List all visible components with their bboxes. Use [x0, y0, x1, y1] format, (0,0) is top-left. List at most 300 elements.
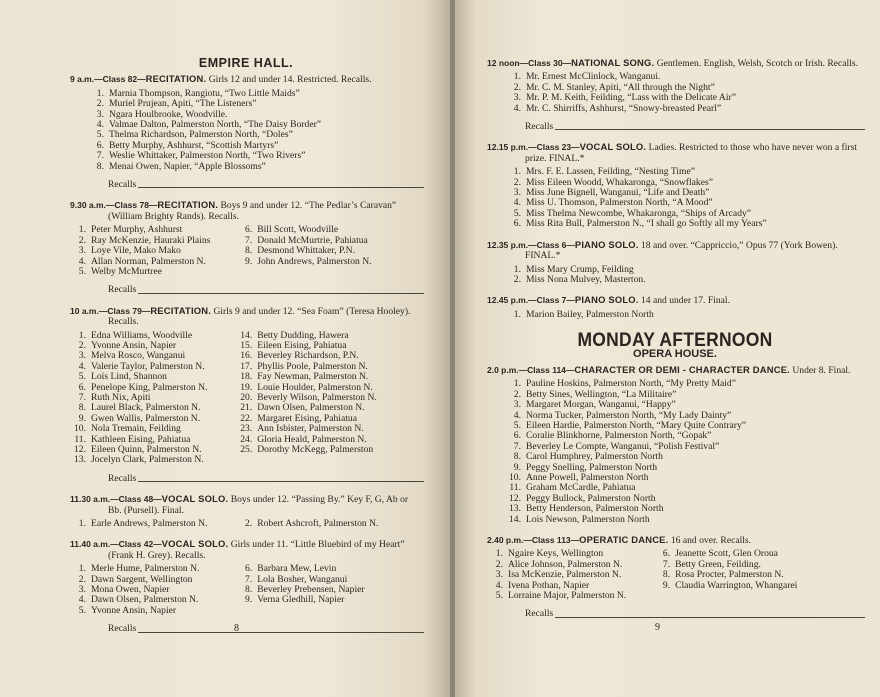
entry-item [238, 445, 424, 455]
entry-number: 9. [245, 594, 253, 606]
entry-number: 12. [74, 444, 86, 455]
entry-column [238, 564, 424, 616]
right-page [455, 0, 880, 697]
class-number: —Class 79— [98, 305, 151, 316]
class-time: 11.30 a.m. [70, 494, 111, 505]
entry-number: 1. [78, 224, 86, 236]
entry-number: 4. [513, 102, 521, 114]
entry-number: 5. [78, 371, 86, 383]
class-heading [68, 539, 424, 561]
entry-text: Jeanette Scott, Glen Oroua [675, 548, 778, 560]
entry-number: 4. [96, 119, 104, 131]
entry-text: Earle Andrews, Palmerston N. [91, 518, 208, 530]
entry-text: Ann Isbister, Palmerston N. [257, 423, 364, 435]
class-title: RECITATION. [145, 73, 207, 85]
entry-text: Penelope King, Palmerston N. [91, 381, 208, 393]
class-number: —Class 78— [105, 200, 158, 211]
entry-number: 24. [240, 433, 253, 445]
page-number: 8 [234, 623, 239, 634]
entry-item [507, 310, 865, 320]
entry-text: Donald McMurtrie, Pahiatua [257, 234, 368, 246]
entry-column [72, 519, 238, 529]
entry-text: Gwen Wallis, Palmerston N. [91, 412, 201, 424]
class-time: 2.0 p.m. [487, 364, 519, 375]
class-description: Gentlemen. English, Welsh, Scotch or Irish. Recalls. [656, 58, 858, 69]
entry-number: 7. [245, 573, 253, 585]
entry-list [485, 379, 865, 525]
entry-column [72, 564, 238, 616]
entry-number: 9. [513, 461, 521, 473]
recalls-line [525, 609, 865, 619]
entry-number: 1. [78, 563, 86, 575]
entry-text: Miss Eileen Woodd, Whakaronga, “Snowflakes” [526, 176, 713, 188]
entry-number: 11. [74, 433, 86, 445]
entry-number: 13. [509, 503, 521, 515]
class-heading [485, 365, 865, 376]
entry-text: Dawn Olsen, Palmerston N. [91, 594, 199, 606]
entry-text: Miss Nona Mulvey, Masterton. [526, 273, 646, 285]
entry-text: Lois Lind, Shannon [91, 371, 167, 383]
entry-number: 5. [78, 265, 86, 277]
entry-item [507, 104, 865, 114]
two-column-entries [485, 549, 865, 601]
class-number: —Class 82— [94, 74, 146, 85]
entry-text: Ray McKenzie, Hauraki Plains [91, 234, 211, 246]
class-title: OPERATIC DANCE. [579, 534, 669, 546]
class-description: Boys 9 and under 12. “The Pedlar’s Caravan” (William Brighty Rands). Recalls. [108, 200, 397, 222]
entry-text: Robert Ashcroft, Palmerston N. [257, 518, 379, 530]
recalls-rule [138, 293, 424, 294]
entry-text: Miss Rita Bull, Palmerston N., “I shall go Softly all my Years” [526, 218, 767, 230]
entry-number: 3. [78, 350, 86, 362]
entry-number: 13. [74, 454, 86, 466]
class-title: PIANO SOLO. [574, 238, 639, 250]
entry-number: 22. [240, 412, 253, 424]
entry-text: Claudia Warrington, Whangarei [675, 579, 798, 591]
right-top-sections [485, 58, 865, 320]
entry-item [507, 400, 865, 410]
entry-text: Alice Johnson, Palmerston N. [508, 558, 623, 570]
entry-number: 8. [662, 569, 671, 581]
recalls-label: Recalls [525, 608, 554, 620]
class-heading [68, 306, 424, 328]
class-description: Under 8. Final. [792, 364, 851, 376]
entry-number: 11. [509, 482, 521, 494]
entry-text: Margaret Morgan, Wanganui, “Happy” [526, 399, 676, 411]
entry-text: Ruth Nix, Apiti [91, 391, 151, 403]
entry-number: 1. [513, 308, 521, 320]
class-heading [485, 535, 865, 546]
class-section [68, 200, 424, 295]
entry-text: Miss Mary Crump, Feilding [526, 263, 634, 275]
class-title: VOCAL SOLO. [161, 493, 229, 505]
class-heading [68, 494, 424, 516]
entry-text: Eileen Eising, Pahiatua [257, 339, 347, 351]
class-heading [485, 58, 865, 69]
entry-number: 6. [245, 563, 253, 575]
entry-item [656, 581, 865, 591]
class-section [485, 58, 865, 132]
two-column-entries [68, 519, 424, 529]
entry-text: Verna Gledhill, Napier [257, 594, 345, 606]
entry-item [507, 219, 865, 229]
entry-text: Dawn Olsen, Palmerston N. [257, 402, 365, 414]
recalls-rule [555, 617, 865, 618]
entry-text: Lola Bosher, Wanganui [257, 573, 348, 585]
class-description: 18 and over. “Cappriccio,” Opus 77 (York Bowen). FINAL.* [525, 239, 838, 262]
entry-number: 7. [662, 558, 671, 570]
entry-number: 16. [240, 350, 253, 362]
entry-text: Valmae Dalton, Palmerston North, “The Daisy Border” [109, 119, 322, 131]
entry-number: 4. [78, 594, 86, 606]
entry-list [485, 310, 865, 320]
entry-item [72, 267, 238, 277]
entry-number: 1. [513, 71, 521, 83]
class-heading [68, 74, 424, 85]
entry-number: 1. [513, 166, 521, 178]
class-time: 12.15 p.m. [487, 142, 529, 153]
entry-text: Marion Bailey, Palmerston North [526, 308, 654, 320]
entry-item [238, 519, 424, 529]
entry-number: 14. [509, 513, 521, 525]
class-section [485, 535, 865, 620]
entry-text: Miss June Bignell, Wanganui, “Life and Death” [526, 187, 710, 199]
right-bottom-sections [485, 365, 865, 620]
entry-number: 7. [96, 150, 104, 162]
entry-column [72, 225, 238, 277]
entry-number: 3. [513, 399, 521, 411]
entry-item [238, 246, 424, 256]
entry-column [656, 549, 865, 601]
class-heading [68, 200, 424, 222]
recalls-label: Recalls [108, 284, 137, 296]
entry-item [238, 372, 424, 382]
entry-text: Beverley Prebensen, Napier [257, 584, 365, 596]
entry-text: Isa McKenzie, Palmerston N. [508, 569, 622, 581]
class-title: RECITATION. [157, 199, 219, 211]
class-description: 14 and under 17. Final. [640, 295, 730, 307]
entry-item [72, 372, 238, 382]
entry-text: Miss Thelma Newcombe, Whakaronga, “Ships of Arcady” [526, 207, 752, 219]
class-time: 2.40 p.m. [487, 535, 524, 546]
entry-number: 6. [245, 224, 253, 236]
entry-text: Marnia Thompson, Rangiotu, “Two Little Maids” [109, 87, 300, 99]
class-number: —Class 6— [528, 239, 575, 250]
entry-text: Phyllis Poole, Palmerston N. [257, 360, 368, 372]
entry-text: Merle Hume, Palmerston N. [91, 563, 200, 575]
two-column-entries [68, 225, 424, 277]
entry-text: Ivena Pothan, Napier [508, 579, 590, 591]
recalls-rule [555, 129, 865, 130]
entry-text: Mona Owen, Napier [91, 584, 170, 596]
entry-text: Desmond Whittaker, P.N. [257, 245, 355, 257]
venue-heading: OPERA HOUSE. [633, 347, 717, 360]
entry-text: Peggy Bullock, Palmerston North [526, 492, 656, 504]
entry-column [489, 549, 656, 601]
entry-text: Miss U. Thomson, Palmerston North, “A Mood” [526, 197, 713, 209]
entry-number: 10. [74, 423, 86, 435]
entry-text: Mr. C. Shirriffs, Ashhurst, “Snowy-breasted Pearl” [526, 102, 722, 114]
entry-number: 1. [495, 548, 503, 560]
entry-text: Louie Houlder, Palmerston N. [257, 381, 373, 393]
recalls-line [108, 624, 424, 634]
entry-text: Menai Owen, Napier, “Apple Blossoms” [109, 160, 266, 172]
entry-item [238, 595, 424, 605]
entry-list [485, 167, 865, 229]
session-heading: MONDAY AFTERNOON [577, 330, 773, 352]
recalls-line [108, 180, 424, 190]
entry-column [72, 331, 238, 466]
entry-text: Edna Williams, Woodville [91, 329, 193, 341]
entry-text: Betty Murphy, Ashhurst, “Scottish Martyrs” [109, 139, 279, 151]
entry-item [489, 591, 656, 601]
entry-number: 6. [662, 548, 671, 560]
page-number: 9 [655, 622, 660, 633]
class-description: Girls 9 and under 12. “Sea Foam” (Teresa Hooley). Recalls. [108, 305, 411, 328]
entry-list [485, 72, 865, 114]
entry-text: Coralie Blinkhorne, Palmerston North, “Gopak” [526, 430, 712, 442]
class-description: Girls under 11. “Little Bluebird of my Heart” (Frank H. Grey). Recalls. [108, 539, 405, 561]
entry-number: 8. [245, 245, 253, 257]
entry-text: Welby McMurtree [91, 265, 162, 277]
entry-number: 2. [78, 339, 86, 351]
entry-text: Dawn Sargent, Wellington [91, 573, 193, 585]
entry-text: Mrs. F. E. Lassen, Feilding, “Nesting Time” [526, 166, 695, 178]
entry-number: 15. [240, 339, 253, 351]
class-heading [485, 142, 865, 164]
entry-item [72, 246, 238, 256]
entry-item [507, 515, 865, 525]
entry-text: Graham McCardle, Pahiatua [526, 482, 636, 494]
entry-number: 1. [513, 263, 521, 275]
entry-number: 23. [240, 423, 253, 435]
entry-number: 9. [245, 255, 253, 267]
entry-text: Mr. C. M. Stanley, Apiti, “All through the Night” [526, 81, 715, 93]
recalls-line [108, 285, 424, 295]
recalls-label: Recalls [525, 121, 554, 133]
recalls-rule [138, 187, 424, 188]
class-time: 12.35 p.m. [487, 239, 529, 250]
class-number: —Class 42— [110, 539, 162, 550]
entry-number: 6. [96, 139, 104, 151]
entry-number: 7. [78, 391, 86, 403]
entry-number: 5. [96, 129, 104, 141]
entry-text: Dorothy McKegg, Palmerston [257, 444, 374, 455]
entry-text: Beverley Le Compte, Wanganui, “Polish Festival” [526, 440, 720, 452]
entry-text: Yvonne Ansin, Napier [91, 339, 177, 351]
entry-number: 5. [78, 604, 86, 616]
class-time: 12.45 p.m. [487, 295, 529, 306]
entry-number: 5. [495, 590, 503, 602]
entry-number: 6. [513, 218, 521, 230]
class-title: VOCAL SOLO. [161, 538, 229, 550]
entry-text: Lois Newson, Palmerston North [526, 513, 650, 525]
entry-number: 3. [513, 92, 521, 104]
entry-text: Mr. Ernest McClinlock, Wanganui. [526, 71, 661, 83]
entry-text: Weslie Whittaker, Palmerston North, “Two Rivers” [109, 150, 306, 162]
entry-number: 1. [513, 378, 521, 390]
class-number: —Class 7— [528, 295, 575, 306]
entry-number: 3. [513, 187, 521, 199]
entry-text: Betty Henderson, Palmerston North [526, 503, 664, 515]
recalls-rule [138, 632, 424, 633]
entry-item [238, 257, 424, 267]
entry-item [72, 455, 238, 465]
recalls-label: Recalls [108, 623, 137, 635]
entry-text: Muriel Prujean, Apiti, “The Listeners” [109, 98, 257, 110]
class-number: —Class 23— [528, 142, 580, 153]
class-section [485, 295, 865, 320]
class-description: Boys under 12. “Passing By.” Key F, G, Ab or Bb. (Pursell). Final. [108, 494, 409, 516]
entry-text: Nola Tremain, Feilding [91, 423, 181, 435]
class-title: NATIONAL SONG. [571, 57, 655, 68]
entry-number: 8. [513, 451, 521, 463]
recalls-rule [138, 481, 424, 482]
entry-text: Yvonne Ansin, Napier [91, 604, 177, 616]
entry-number: 25. [240, 444, 253, 455]
entry-item [72, 519, 238, 529]
class-section [68, 494, 424, 529]
entry-number: 8. [245, 584, 253, 596]
entry-number: 10. [509, 472, 521, 483]
entry-text: Allan Norman, Palmerston N. [91, 255, 206, 267]
class-number: —Class 48— [110, 494, 162, 505]
entry-number: 17. [240, 360, 253, 372]
entry-text: Betty Sines, Wellington, “La Militaire” [526, 388, 677, 400]
entry-number: 2. [245, 518, 253, 530]
entry-number: 6. [78, 381, 86, 393]
class-title: VOCAL SOLO. [579, 141, 647, 153]
two-column-entries [68, 331, 424, 466]
class-heading [485, 240, 865, 262]
entry-number: 21. [240, 402, 253, 414]
entry-list [485, 265, 865, 286]
recalls-line [108, 474, 424, 484]
class-time: 12 noon [487, 58, 520, 68]
venue-heading: EMPIRE HALL. [198, 56, 294, 70]
class-description: 16 and over. Recalls. [670, 535, 752, 547]
class-time: 9.30 a.m. [70, 200, 106, 211]
entry-text: Norma Tucker, Palmerston North, “My Lady Dainty” [526, 409, 732, 421]
class-section [485, 365, 865, 525]
entry-text: Carol Humphrey, Palmerston North [526, 451, 663, 463]
recalls-line [525, 122, 865, 132]
entry-text: Mr. P. M. Keith, Feilding, “Lass with the Delicate Air” [526, 92, 736, 104]
entry-number: 4. [78, 360, 86, 372]
right-page-content [485, 58, 865, 630]
class-time: 10 a.m. [70, 305, 99, 316]
entry-text: Peter Murphy, Ashhurst [91, 224, 183, 236]
entry-text: Ngaire Keys, Wellington [508, 548, 604, 560]
entry-text: Lorraine Major, Palmerston N. [508, 590, 627, 602]
entry-text: John Andrews, Palmerston N. [257, 255, 372, 267]
entry-number: 3. [495, 569, 503, 581]
entry-text: Rosa Procter, Palmerston N. [675, 569, 784, 581]
class-number: —Class 113— [523, 535, 580, 546]
entry-number: 8. [96, 160, 104, 172]
class-section [485, 240, 865, 286]
entry-column [238, 519, 424, 529]
entry-number: 7. [245, 234, 253, 246]
entry-text: Barbara Mew, Levin [257, 563, 337, 575]
entry-number: 9. [662, 579, 671, 591]
class-section [485, 142, 865, 229]
class-number: —Class 114— [518, 364, 575, 375]
entry-text: Betty Dudding, Hawera [257, 329, 349, 341]
entry-text: Jocelyn Clark, Palmerston N. [91, 454, 204, 466]
entry-number: 18. [240, 371, 253, 383]
entry-text: Loye Vile, Mako Mako [91, 245, 181, 257]
entry-text: Beverly Wilson, Palmerston N. [257, 391, 377, 403]
class-heading [485, 295, 865, 306]
entry-text: Thelma Richardson, Palmerston North, “Doles” [109, 129, 293, 141]
recalls-label: Recalls [108, 179, 137, 191]
two-column-entries [68, 564, 424, 616]
entry-number: 2. [78, 573, 86, 585]
entry-number: 4. [78, 255, 86, 267]
entry-list [68, 89, 424, 172]
entry-number: 5. [513, 207, 521, 219]
class-title: CHARACTER OR DEMI - CHARACTER DANCE. [574, 363, 790, 375]
entry-number: 4. [495, 579, 503, 591]
entry-number: 2. [513, 273, 521, 285]
entry-number: 2. [96, 98, 104, 110]
entry-number: 3. [78, 245, 86, 257]
entry-number: 1. [96, 87, 104, 99]
entry-text: Fay Newman, Palmerston N. [257, 371, 369, 383]
entry-text: Eileen Quinn, Palmerston N. [91, 444, 202, 455]
class-title: PIANO SOLO. [574, 294, 639, 306]
class-section [68, 306, 424, 485]
entry-text: Betty Green, Feilding. [675, 558, 761, 570]
entry-text: Laurel Black, Palmerston N. [91, 402, 201, 414]
entry-number: 2. [513, 176, 521, 188]
entry-number: 2. [513, 81, 521, 93]
entry-number: 20. [240, 391, 253, 403]
entry-item [72, 606, 238, 616]
entry-number: 9. [78, 412, 86, 424]
left-page-content [68, 58, 424, 645]
entry-item [90, 162, 424, 172]
entry-column [238, 331, 424, 466]
entry-number: 19. [240, 381, 253, 393]
entry-number: 1. [78, 518, 86, 530]
entry-number: 3. [78, 584, 86, 596]
entry-number: 1. [78, 329, 86, 341]
entry-number: 4. [513, 409, 521, 421]
entry-text: Valerie Taylor, Palmerston N. [91, 360, 205, 372]
class-number: —Class 30— [519, 58, 572, 68]
entry-text: Eileen Hardie, Palmerston North, “Mary Quite Contrary” [526, 419, 747, 431]
entry-number: 3. [96, 108, 104, 120]
entry-number: 4. [513, 197, 521, 209]
entry-number: 12. [509, 492, 521, 504]
class-section [68, 74, 424, 190]
entry-text: Ngara Houlbrooke, Woodville. [109, 108, 228, 120]
entry-number: 5. [513, 419, 521, 431]
class-title: RECITATION. [150, 304, 212, 316]
recalls-label: Recalls [108, 472, 137, 484]
entry-number: 2. [513, 388, 521, 400]
entry-number: 8. [78, 402, 86, 414]
entry-number: 2. [495, 558, 503, 570]
entry-text: Beverley Richardson, P.N. [257, 350, 359, 362]
entry-text: Bill Scott, Woodville [257, 224, 339, 236]
entry-text: Gloria Heald, Palmerston N. [257, 433, 367, 445]
entry-number: 6. [513, 430, 521, 442]
entry-number: 2. [78, 234, 86, 246]
entry-text: Margaret Eising, Pahiatua [257, 412, 357, 424]
